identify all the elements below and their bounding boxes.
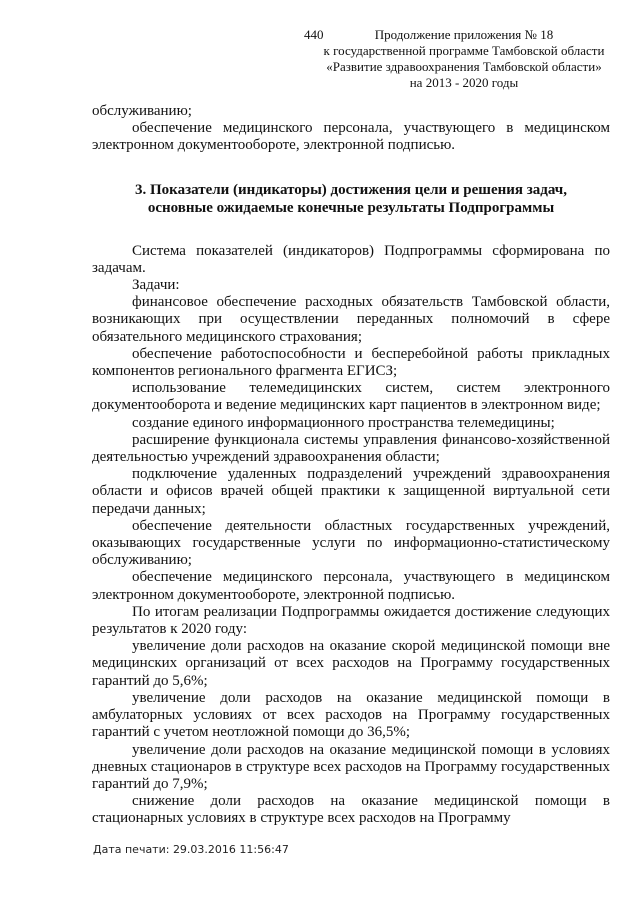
appendix-header-line: Продолжение приложения № 18	[374, 27, 554, 42]
paragraph: обеспечение медицинского персонала, участвующего в медицинском электронном документообороте, электронной подписью.	[92, 120, 610, 154]
document-body	[92, 103, 610, 828]
paragraph: расширение функционала системы управления финансово-хозяйственной деятельностью учреждений здравоохранения области;	[92, 431, 610, 466]
appendix-header-line: на 2013 - 2020 годы	[409, 75, 519, 90]
paragraph: снижение доли расходов на оказание медицинской помощи в стационарных условиях в структуре всех расходов на Программу	[92, 793, 610, 827]
paragraph: увеличение доли расходов на оказание скорой медицинской помощи вне медицинских организаций от всех расходов на Программу государственных гарантий до 5,6%;	[92, 638, 610, 689]
paragraph: увеличение доли расходов на оказание медицинской помощи в амбулаторных условиях от всех расходов на Программу государственных гарантий с учетом неотложной помощи до 36,5%;	[92, 689, 610, 741]
section-title-line: 3. Показатели (индикаторы) достижения цели и решения задач,	[134, 181, 567, 198]
paragraph: Задачи:	[132, 277, 180, 294]
section-title-line: основные ожидаемые конечные результаты Подпрограммы	[147, 199, 555, 216]
paragraph: обеспечение деятельности областных государственных учреждений, оказывающих государственные услуги по информационно-статистическому обслуживанию;	[92, 517, 610, 569]
paragraph: Система показателей (индикаторов) Подпрограммы сформирована по задачам.	[92, 242, 610, 276]
page-number: 440	[304, 27, 324, 42]
paragraph: использование телемедицинских систем, систем электронного документооборота и ведение медицинских карт пациентов в электронном виде;	[92, 380, 610, 414]
appendix-header-line: «Развитие здравоохранения Тамбовской области»	[326, 59, 602, 74]
paragraph: увеличение доли расходов на оказание медицинской помощи в условиях дневных стационаров в структуре всех расходов на Программу государственных гарантий до 7,9%;	[92, 741, 610, 792]
print-date: Дата печати: 29.03.2016 11:56:47	[93, 843, 289, 856]
section-title	[92, 181, 610, 217]
paragraph: создание единого информационного пространства телемедицины;	[132, 414, 555, 431]
paragraph: обеспечение медицинского персонала, участвующего в медицинском электронном документообороте, электронной подписью.	[92, 569, 610, 603]
appendix-header-line: к государственной программе Тамбовской области	[323, 43, 605, 58]
paragraph: финансовое обеспечение расходных обязательств Тамбовской области, возникающих при осуществлении переданных полномочий в сфере обязательного медицинского страхования;	[92, 294, 610, 345]
paragraph: обеспечение работоспособности и бесперебойной работы прикладных компонентов регионального фрагмента ЕГИСЗ;	[92, 345, 610, 380]
appendix-header	[318, 27, 610, 91]
paragraph: По итогам реализации Подпрограммы ожидается достижение следующих результатов к 2020 году:	[92, 603, 610, 638]
paragraph: подключение удаленных подразделений учреждений здравоохранения области и офисов врачей общей практики к защищенной виртуальной сети передачи данных;	[92, 466, 610, 517]
paragraph: обслуживанию;	[92, 103, 192, 119]
